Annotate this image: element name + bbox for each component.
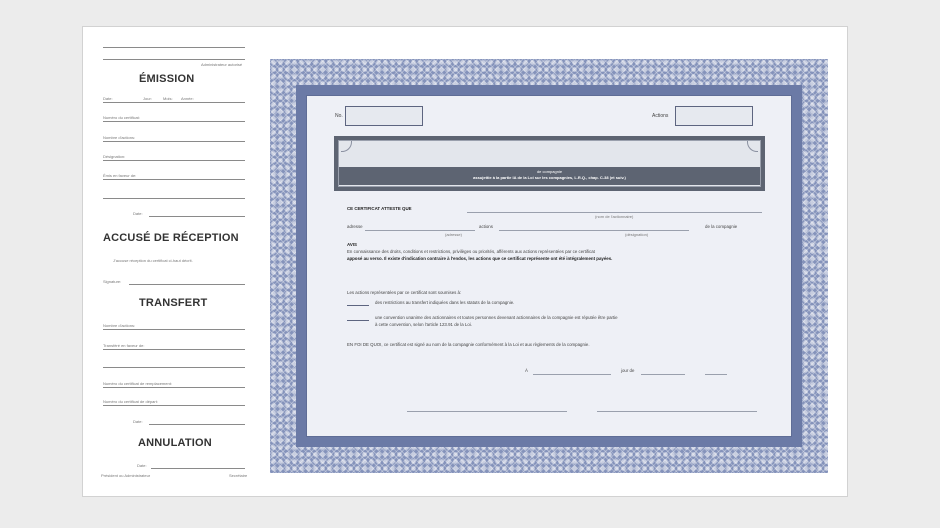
stub-line	[149, 424, 245, 425]
stub-line	[103, 349, 245, 350]
place-line[interactable]	[533, 374, 611, 375]
emission-signature-date-label: Date:	[133, 211, 143, 216]
certificate-stub	[83, 27, 263, 496]
year-line[interactable]	[705, 374, 727, 375]
transfert-date-label: Date:	[133, 419, 143, 424]
transfert-heading: TRANSFERT	[139, 297, 208, 309]
transfert-field-label: Numéro du certificat de remplacement:	[103, 381, 172, 386]
day-line[interactable]	[641, 374, 685, 375]
avis-text-2: apposé au verso. Il existe d'indication contraire à l'endos, les actions que ce certificat représente ont été intégralement payées.	[347, 256, 613, 261]
accuse-caption: J'accuse réception du certificat ci-haut décrit.	[113, 258, 193, 263]
stub-line	[103, 121, 245, 122]
address-caption: (adresse)	[445, 232, 462, 237]
stub-line	[151, 468, 245, 469]
ornament-corner-icon	[341, 141, 352, 152]
stub-line	[103, 47, 245, 48]
emission-year-label: Année:	[181, 96, 194, 101]
restriction-text-1: des restrictions au transfert indiquées dans les statuts de la compagnie.	[375, 300, 515, 305]
stub-line	[103, 387, 245, 388]
emission-date-label: Date:	[103, 96, 113, 101]
emission-heading: ÉMISSION	[139, 73, 195, 85]
stub-line	[103, 160, 245, 161]
stub-line	[103, 59, 245, 60]
restriction-text-2b: à cette convention, selon l'article 123.91 de la Loi.	[375, 322, 473, 327]
of-company-label: de la compagnie	[705, 224, 738, 229]
certificate-guilloche-border	[270, 59, 828, 473]
certificate-body	[306, 95, 792, 437]
stub-line	[103, 367, 245, 368]
address-label: adresse	[347, 224, 363, 229]
certificate-sheet	[82, 26, 848, 497]
faith-text: EN FOI DE QUOI, ce certificat est signé au nom de la compagnie conformément à la Loi et aux règlements de la compagnie.	[347, 342, 590, 347]
certificate-no-label: No.	[335, 113, 343, 119]
accuse-heading: ACCUSÉ DE RÉCEPTION	[103, 232, 239, 244]
transfert-field-label: Numéro du certificat de départ:	[103, 399, 158, 404]
stub-line	[103, 198, 245, 199]
certificate-shares-box[interactable]	[675, 106, 753, 126]
stub-line	[103, 102, 245, 103]
emission-field-label: Émis en faveur de:	[103, 173, 137, 178]
annulation-heading: ANNULATION	[138, 437, 212, 449]
emission-field-label: Nombre d'actions:	[103, 135, 136, 140]
day-label: jour de	[621, 368, 635, 373]
company-name-banner	[334, 136, 765, 191]
emission-field-label: Désignation:	[103, 154, 126, 159]
transfert-field-label: Transféré en faveur de:	[103, 343, 145, 348]
avis-text-1: En connaissance des droits, conditions et restrictions, privilèges ou priorités, afférents aux actions représentées par ce certificat	[347, 249, 595, 254]
place-label: À	[525, 368, 528, 373]
restriction-text-2a: une convention unanime des actionnaires et toutes personnes devenant actionnaires de la compagnie est réputée être partie	[375, 315, 618, 320]
shareholder-name-line[interactable]	[467, 212, 762, 213]
banner-line-1: de compagnie	[536, 169, 563, 174]
restriction-checkbox-1[interactable]	[347, 305, 369, 306]
stub-line	[149, 216, 245, 217]
shareholder-name-caption: (nom de l'actionnaire)	[595, 214, 634, 219]
stub-top-caption: Administrateur autorisé	[201, 62, 243, 67]
stub-line	[103, 179, 245, 180]
signature-line-right[interactable]	[597, 411, 757, 412]
stub-line	[129, 284, 245, 285]
designation-caption: (désignation)	[625, 232, 649, 237]
emission-month-label: Mois:	[163, 96, 173, 101]
shares-label: actions	[479, 224, 493, 229]
signature-line-left[interactable]	[407, 411, 567, 412]
annulation-signer-right: Secrétaire	[229, 473, 248, 478]
banner-line-2: assujettie à la partie IA de la Loi sur les compagnies, L.R.Q., chap. C-38 (et suiv.)	[473, 175, 626, 180]
restriction-checkbox-2[interactable]	[347, 320, 369, 321]
ornament-corner-icon	[747, 141, 758, 152]
annulation-date-label: Date:	[137, 463, 147, 468]
certify-text: CE CERTIFICAT ATTESTE QUE	[347, 206, 412, 211]
emission-day-label: Jour:	[143, 96, 152, 101]
transfert-field-label: Nombre d'actions:	[103, 323, 136, 328]
restrictions-intro: Les actions représentées par ce certificat sont soumises à:	[347, 290, 462, 295]
certificate-number-box[interactable]	[345, 106, 423, 126]
address-line[interactable]	[365, 230, 475, 231]
avis-heading: AVIS	[347, 242, 357, 247]
designation-line[interactable]	[499, 230, 689, 231]
stub-line	[103, 329, 245, 330]
company-name-field[interactable]	[338, 140, 761, 187]
stub-line	[103, 141, 245, 142]
banner-band	[339, 167, 760, 185]
emission-field-label: Numéro du certificat:	[103, 115, 140, 120]
stub-line	[103, 405, 245, 406]
annulation-signer-left: Président ou Administrateur	[101, 473, 151, 478]
certificate-actions-label: Actions	[652, 113, 669, 119]
accuse-signature-label: Signature:	[103, 279, 122, 284]
